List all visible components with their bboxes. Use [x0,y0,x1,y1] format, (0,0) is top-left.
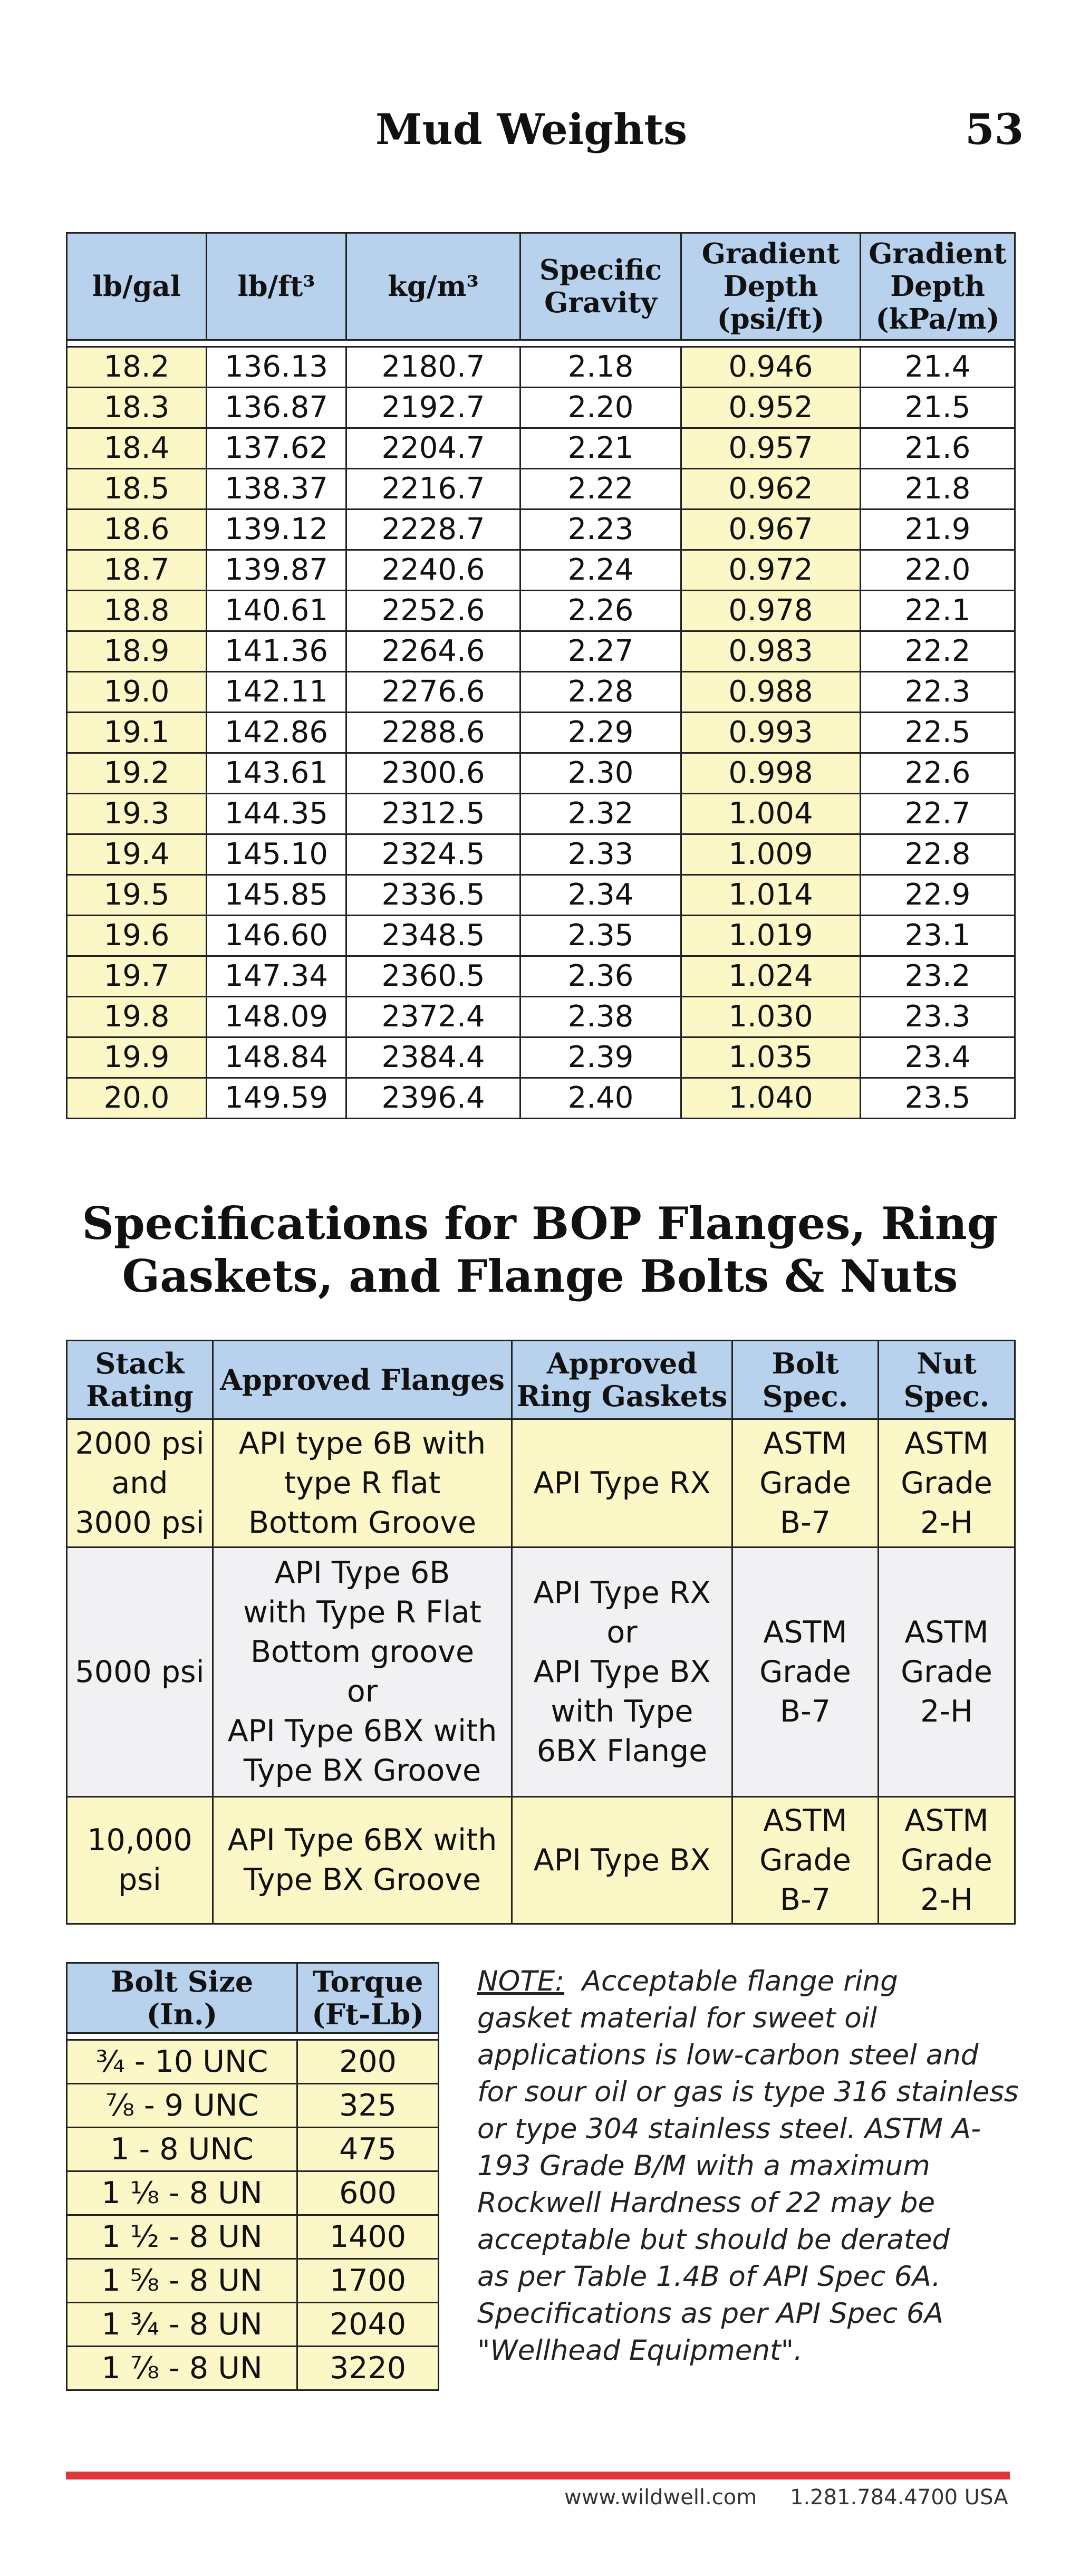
cell-bolt-spec [732,1419,879,1547]
table-cell: 2.30 [520,753,681,794]
col-header-bolt-size [67,1963,297,2033]
table-cell: 19.6 [67,916,207,956]
table-cell: 0.952 [681,388,861,428]
cell-line: and [111,1465,168,1501]
cell-line: with Type [551,1694,693,1729]
cell-line: ASTM [904,1803,989,1838]
table-cell: 22.6 [861,753,1015,794]
table-cell: 136.13 [207,347,346,388]
cell-line: 2-H [920,1505,973,1540]
cell-line: Grade [901,1654,992,1689]
table-row [67,510,1015,550]
header-line: Rating [86,1379,194,1413]
table-cell: 23.2 [861,956,1015,997]
cell-line: Grade [901,1465,992,1501]
note-line [477,1963,1026,2000]
cell-line: B-7 [780,1694,831,1729]
table-cell: 2.38 [520,997,681,1037]
torque-cell: 600 [297,2171,439,2215]
table-cell: 2336.5 [346,875,520,916]
header-spacer-row [67,2033,439,2040]
cell-line: with Type R Flat [243,1595,481,1630]
table-cell: 18.9 [67,631,207,672]
cell-approved-ring-gaskets [512,1547,732,1797]
table-cell: 18.5 [67,469,207,510]
table-row [67,388,1015,428]
table-cell: 2312.5 [346,794,520,834]
table-row [67,550,1015,591]
cell-line: 5000 psi [75,1654,205,1689]
table-cell: 148.84 [207,1037,346,1078]
table-row [67,916,1015,956]
table-cell: 142.86 [207,713,346,753]
table-cell: 0.972 [681,550,861,591]
bop-title-line1: Specifications for BOP Flanges, Ring [82,1197,998,1249]
cell-bolt-spec [732,1547,879,1797]
table-cell: 22.3 [861,672,1015,713]
table-cell: 145.10 [207,834,346,875]
cell-line: API Type 6BX with [227,1714,497,1748]
note-line: as per Table 1.4B of API Spec 6A. [477,2261,941,2293]
table-cell: 1.040 [681,1078,861,1119]
col-header-kg-m3: kg/m³ [346,233,520,340]
torque-cell: 1700 [297,2259,439,2303]
cell-nut-spec [879,1547,1015,1797]
note-line: Specifications as per API Spec 6A [477,2298,943,2330]
table-cell: 2360.5 [346,956,520,997]
col-header-approved-flanges [213,1341,512,1419]
cell-line: Grade [901,1842,992,1878]
table-cell: 19.5 [67,875,207,916]
header-line: (In.) [146,1997,218,2031]
cell-line: type R flat [284,1465,441,1501]
table-cell: 142.11 [207,672,346,713]
mud-table-header-row [67,233,1015,340]
table-cell: 0.946 [681,347,861,388]
table-cell: 2372.4 [346,997,520,1037]
cell-bolt-spec [732,1797,879,1924]
bolt-size-cell: ⅞ - 9 UNC [67,2084,297,2128]
table-cell: 20.0 [67,1078,207,1119]
cell-stack-rating [67,1547,213,1797]
table-cell: 23.1 [861,916,1015,956]
cell-line: 2-H [920,1882,973,1917]
table-cell: 19.4 [67,834,207,875]
cell-line: API Type RX [533,1465,711,1501]
table-cell: 2348.5 [346,916,520,956]
table-cell: 2264.6 [346,631,520,672]
table-cell: 146.60 [207,916,346,956]
spacer-cell [67,2033,439,2040]
table-cell: 2396.4 [346,1078,520,1119]
header-line: Bolt Size [110,1965,254,1998]
table-cell: 19.3 [67,794,207,834]
table-cell: 137.62 [207,428,346,469]
cell-line: 6BX Flange [536,1733,708,1768]
torque-cell: 325 [297,2084,439,2128]
table-row [67,2215,439,2259]
table-cell: 2192.7 [346,388,520,428]
note-line: or type 304 stainless steel. ASTM A- [477,2113,981,2145]
table-cell: 0.967 [681,510,861,550]
table-row [67,1419,1015,1547]
table-cell: 18.7 [67,550,207,591]
table-cell: 2.18 [520,347,681,388]
table-cell: 2252.6 [346,591,520,631]
cell-line: ASTM [904,1614,989,1650]
table-cell: 0.988 [681,672,861,713]
header-spacer-row [67,340,1015,347]
table-cell: 1.024 [681,956,861,997]
table-cell: 2300.6 [346,753,520,794]
table-cell: 0.978 [681,591,861,631]
table-cell: 22.5 [861,713,1015,753]
note-line: "Wellhead Equipment". [477,2334,803,2367]
table-cell: 141.36 [207,631,346,672]
cell-stack-rating [67,1419,213,1547]
table-row [67,347,1015,388]
cell-line: API Type 6B [274,1555,450,1590]
col-header-lb-gal: lb/gal [67,233,207,340]
table-cell: 2288.6 [346,713,520,753]
cell-line: B-7 [780,1505,831,1540]
bolt-torque-table [66,1962,439,2391]
col-header-torque [297,1963,439,2033]
note-line: Rockwell Hardness of 22 may be [477,2187,936,2219]
cell-line: ASTM [904,1426,989,1461]
col-header-gradient-psi: Gradient Depth (psi/ft) [681,233,861,340]
bop-table-body [67,1419,1015,1924]
note-line: for sour oil or gas is type 316 stainless [477,2076,1019,2108]
table-cell: 149.59 [207,1078,346,1119]
table-row [67,2259,439,2303]
bolt-size-cell: ¾ - 10 UNC [67,2040,297,2084]
table-cell: 2216.7 [346,469,520,510]
cell-line: API Type 6BX with [227,1823,497,1858]
table-cell: 2.27 [520,631,681,672]
header-line: Approved Flanges [220,1363,505,1397]
bolt-size-cell: 1 ⅞ - 8 UN [67,2347,297,2390]
table-cell: 23.4 [861,1037,1015,1078]
table-cell: 2324.5 [346,834,520,875]
table-row [67,2347,439,2390]
bolt-size-cell: 1 ⅝ - 8 UN [67,2259,297,2303]
cell-line: Bottom Groove [248,1505,477,1540]
cell-line: or [346,1674,378,1709]
table-cell: 2204.7 [346,428,520,469]
cell-line: 3000 psi [75,1505,205,1540]
table-cell: 19.2 [67,753,207,794]
gasket-note [477,1963,1026,2369]
table-row [67,428,1015,469]
table-cell: 2.33 [520,834,681,875]
table-cell: 0.998 [681,753,861,794]
table-row [67,956,1015,997]
table-cell: 144.35 [207,794,346,834]
cell-line: Grade [759,1465,851,1501]
table-cell: 1.014 [681,875,861,916]
table-cell: 138.37 [207,469,346,510]
cell-line: 2-H [920,1694,973,1729]
bop-title-line2: Gaskets, and Flange Bolts & Nuts [122,1250,958,1302]
torque-cell: 475 [297,2128,439,2171]
note-label: NOTE: [477,1965,565,1997]
table-cell: 21.9 [861,510,1015,550]
table-cell: 1.004 [681,794,861,834]
table-cell: 2.34 [520,875,681,916]
cell-stack-rating [67,1797,213,1924]
table-row [67,672,1015,713]
header-line: (Ft-Lb) [312,1997,424,2031]
table-cell: 21.4 [861,347,1015,388]
table-cell: 19.8 [67,997,207,1037]
table-cell: 140.61 [207,591,346,631]
table-cell: 2.20 [520,388,681,428]
note-text: Acceptable flange ring [582,1965,898,1997]
table-cell: 18.3 [67,388,207,428]
table-cell: 0.983 [681,631,861,672]
header-line: Approved [546,1347,698,1380]
cell-line: 10,000 [87,1823,192,1858]
table-cell: 18.4 [67,428,207,469]
table-cell: 1.035 [681,1037,861,1078]
table-cell: 2.39 [520,1037,681,1078]
table-row [67,631,1015,672]
table-cell: 21.6 [861,428,1015,469]
spacer-cell [67,340,1015,347]
table-row [67,875,1015,916]
bolt-table-header-row [67,1963,439,2033]
table-row [67,2171,439,2215]
header-line: Ring Gaskets [516,1379,728,1413]
torque-cell: 200 [297,2040,439,2084]
col-header-specific-gravity: Specific Gravity [520,233,681,340]
bolt-size-cell: 1 ½ - 8 UN [67,2215,297,2259]
table-cell: 18.6 [67,510,207,550]
bolt-table-body [67,2033,439,2390]
table-cell: 1.030 [681,997,861,1037]
col-header-lb-ft3: lb/ft³ [207,233,346,340]
table-cell: 2.26 [520,591,681,631]
table-cell: 23.3 [861,997,1015,1037]
cell-approved-flanges [213,1419,512,1547]
table-row [67,469,1015,510]
table-cell: 139.12 [207,510,346,550]
cell-nut-spec [879,1419,1015,1547]
bop-table-header-row [67,1341,1015,1419]
table-cell: 22.2 [861,631,1015,672]
table-cell: 145.85 [207,875,346,916]
table-cell: 21.5 [861,388,1015,428]
table-row [67,1037,1015,1078]
table-row [67,2040,439,2084]
table-cell: 139.87 [207,550,346,591]
table-cell: 136.87 [207,388,346,428]
footer-rule [66,2472,1010,2479]
torque-cell: 2040 [297,2303,439,2347]
table-cell: 143.61 [207,753,346,794]
torque-cell: 3220 [297,2347,439,2390]
cell-approved-ring-gaskets [512,1419,732,1547]
table-cell: 2.24 [520,550,681,591]
bolt-size-cell: 1 ¾ - 8 UN [67,2303,297,2347]
cell-line: Bottom groove [250,1635,475,1669]
bop-specs-table [66,1340,1016,1925]
table-row [67,713,1015,753]
table-row [67,2303,439,2347]
table-cell: 19.9 [67,1037,207,1078]
table-row [67,1547,1015,1797]
table-row [67,753,1015,794]
note-line: gasket material for sweet oil [477,2002,878,2034]
footer-phone: 1.281.784.4700 USA [790,2485,1008,2510]
table-cell: 22.9 [861,875,1015,916]
table-cell: 19.7 [67,956,207,997]
cell-nut-spec [879,1797,1015,1924]
page-title: Mud Weights [375,104,688,154]
note-line: 193 Grade B/M with a maximum [477,2150,930,2182]
header-line: Stack [95,1347,185,1380]
table-cell: 148.09 [207,997,346,1037]
table-cell: 18.2 [67,347,207,388]
cell-line: API Type BX [533,1842,711,1878]
table-cell: 2228.7 [346,510,520,550]
mud-weights-table [66,232,1016,1119]
table-cell: 21.8 [861,469,1015,510]
table-cell: 18.8 [67,591,207,631]
table-cell: 2276.6 [346,672,520,713]
col-header-stack-rating [67,1341,213,1419]
table-cell: 2.32 [520,794,681,834]
col-header-approved-ring-gaskets [512,1341,732,1419]
table-cell: 22.7 [861,794,1015,834]
col-header-gradient-kpa: Gradient Depth (kPa/m) [861,233,1015,340]
page-number: 53 [965,104,1024,154]
cell-line: API type 6B with [238,1426,486,1461]
cell-line: API Type BX [533,1654,711,1689]
mud-table-body [67,340,1015,1119]
table-cell: 147.34 [207,956,346,997]
table-cell: 2.40 [520,1078,681,1119]
cell-line: Type BX Groove [243,1753,481,1788]
cell-line: API Type RX [533,1575,711,1610]
table-row [67,2084,439,2128]
table-cell: 19.0 [67,672,207,713]
table-cell: 2.35 [520,916,681,956]
cell-approved-ring-gaskets [512,1797,732,1924]
bop-section-title [0,1197,1080,1303]
table-cell: 2240.6 [346,550,520,591]
table-cell: 19.1 [67,713,207,753]
footer-url[interactable]: www.wildwell.com [564,2485,757,2510]
table-cell: 22.0 [861,550,1015,591]
table-cell: 2.21 [520,428,681,469]
header-line: Torque [312,1965,423,1998]
table-row [67,1078,1015,1119]
cell-approved-flanges [213,1547,512,1797]
bolt-size-cell: 1 - 8 UNC [67,2128,297,2171]
table-cell: 0.957 [681,428,861,469]
cell-approved-flanges [213,1797,512,1924]
table-cell: 1.009 [681,834,861,875]
header-line: Bolt [772,1347,839,1380]
table-cell: 2.23 [520,510,681,550]
cell-line: ASTM [763,1803,847,1838]
table-row [67,591,1015,631]
note-line: acceptable but should be derated [477,2224,950,2256]
cell-line: Grade [759,1654,851,1689]
table-row [67,2128,439,2171]
col-header-bolt-spec [732,1341,879,1419]
table-row [67,997,1015,1037]
table-cell: 22.8 [861,834,1015,875]
header-line: Nut [917,1347,977,1380]
table-cell: 2.29 [520,713,681,753]
table-cell: 0.993 [681,713,861,753]
cell-line: Type BX Groove [243,1862,481,1897]
cell-line: 2000 psi [75,1426,205,1461]
table-row [67,794,1015,834]
cell-line: B-7 [780,1882,831,1917]
note-line: applications is low-carbon steel and [477,2039,979,2071]
table-cell: 2180.7 [346,347,520,388]
cell-line: or [606,1614,638,1650]
table-cell: 22.1 [861,591,1015,631]
cell-line: ASTM [763,1426,847,1461]
cell-line: ASTM [763,1614,847,1650]
bolt-size-cell: 1 ⅛ - 8 UN [67,2171,297,2215]
table-row [67,1797,1015,1924]
cell-line: Grade [759,1842,851,1878]
table-cell: 1.019 [681,916,861,956]
table-cell: 23.5 [861,1078,1015,1119]
table-cell: 2.28 [520,672,681,713]
table-cell: 2.22 [520,469,681,510]
table-cell: 2384.4 [346,1037,520,1078]
header-line: Spec. [903,1379,990,1413]
table-row [67,834,1015,875]
torque-cell: 1400 [297,2215,439,2259]
col-header-nut-spec [879,1341,1015,1419]
header-line: Spec. [762,1379,848,1413]
cell-line: psi [118,1862,161,1897]
table-cell: 2.36 [520,956,681,997]
table-cell: 0.962 [681,469,861,510]
